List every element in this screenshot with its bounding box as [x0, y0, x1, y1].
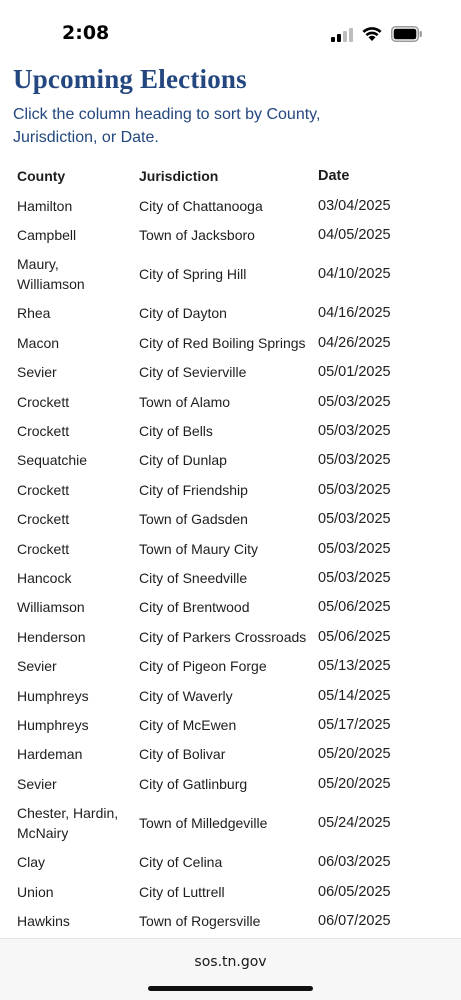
- date-cell: [318, 651, 428, 680]
- date-cell: [318, 563, 428, 592]
- date-text: 05/03/2025: [318, 540, 391, 557]
- county-text: Sevier: [17, 658, 57, 675]
- county-cell: [17, 593, 135, 622]
- jurisdiction-cell: [139, 299, 315, 328]
- table-row: [0, 651, 461, 680]
- jurisdiction-cell: [139, 416, 315, 445]
- table-row: [0, 299, 461, 328]
- county-text: Humphreys: [17, 687, 89, 704]
- jurisdiction-cell: [139, 534, 315, 563]
- county-text: Crockett: [17, 393, 70, 410]
- table-row: [0, 191, 461, 220]
- table-row: [0, 250, 461, 299]
- county-cell: [17, 220, 135, 249]
- county-cell: [17, 250, 135, 299]
- county-text: Williamson: [17, 276, 85, 293]
- jurisdiction-column-header[interactable]: Jurisdiction: [139, 168, 219, 184]
- county-text: Crockett: [17, 481, 70, 498]
- date-text: 05/13/2025: [318, 658, 391, 675]
- county-cell: [17, 475, 135, 504]
- jurisdiction-cell: [139, 220, 315, 249]
- date-text: 05/14/2025: [318, 687, 391, 704]
- county-cell: [17, 740, 135, 769]
- county-cell: [17, 191, 135, 220]
- date-text: 04/16/2025: [318, 305, 391, 322]
- wifi-icon: [361, 25, 383, 42]
- table-header-row: [0, 161, 461, 191]
- county-text: Macon: [17, 334, 60, 351]
- table-row: [0, 358, 461, 387]
- table-row: [0, 220, 461, 249]
- sort-instructions: Click the column heading to sort by County, Jurisdiction, or Date.: [13, 106, 321, 146]
- county-text: Campbell: [17, 227, 77, 244]
- county-cell: [17, 710, 135, 739]
- jurisdiction-cell: [139, 622, 315, 651]
- county-text: Williamson: [17, 599, 85, 616]
- county-text: Sevier: [17, 364, 57, 381]
- jurisdiction-text: City of Dunlap: [139, 452, 227, 469]
- jurisdiction-cell: [139, 877, 315, 906]
- date-text: 05/03/2025: [318, 452, 391, 469]
- jurisdiction-text: City of Bells: [139, 423, 213, 440]
- jurisdiction-text: Town of Gadsden: [139, 511, 248, 528]
- county-text: Union: [17, 883, 54, 900]
- table-row: [0, 563, 461, 592]
- county-text: Crockett: [17, 423, 70, 440]
- jurisdiction-text: City of Parkers Crossroads: [139, 628, 307, 645]
- home-indicator: [148, 986, 313, 991]
- url-text: sos.tn.gov: [194, 954, 267, 970]
- jurisdiction-text: City of Sevierville: [139, 364, 247, 381]
- table-body: [0, 191, 461, 936]
- county-text: Hardeman: [17, 746, 83, 763]
- date-text: 04/10/2025: [318, 266, 391, 283]
- county-text: Crockett: [17, 540, 70, 557]
- jurisdiction-cell: [139, 906, 315, 935]
- date-text: 05/24/2025: [318, 814, 391, 831]
- jurisdiction-cell: [139, 593, 315, 622]
- jurisdiction-text: Town of Milledgeville: [139, 814, 268, 831]
- date-text: 05/03/2025: [318, 511, 391, 528]
- jurisdiction-text: Town of Maury City: [139, 540, 259, 557]
- county-cell: [17, 299, 135, 328]
- date-text: 05/03/2025: [318, 393, 391, 410]
- jurisdiction-cell: [139, 740, 315, 769]
- county-cell: [17, 387, 135, 416]
- date-cell: [318, 740, 428, 769]
- county-cell: [17, 622, 135, 651]
- date-text: 06/07/2025: [318, 912, 391, 929]
- county-text: Hamilton: [17, 197, 73, 214]
- battery-icon: [391, 26, 423, 42]
- jurisdiction-cell: [139, 328, 315, 357]
- table-row: [0, 622, 461, 651]
- jurisdiction-cell: [139, 798, 315, 847]
- date-text: 06/03/2025: [318, 854, 391, 871]
- county-cell: [17, 906, 135, 935]
- date-text: 05/03/2025: [318, 569, 391, 586]
- county-text: Chester, Hardin,: [17, 804, 119, 821]
- date-text: 06/05/2025: [318, 883, 391, 900]
- county-text: Humphreys: [17, 716, 89, 733]
- county-text: McNairy: [17, 824, 69, 841]
- date-column-header[interactable]: Date: [318, 168, 350, 184]
- date-text: 04/05/2025: [318, 227, 391, 244]
- browser-address-bar[interactable]: [0, 938, 461, 1000]
- jurisdiction-text: City of McEwen: [139, 716, 237, 733]
- date-cell: [318, 681, 428, 710]
- county-cell: [17, 358, 135, 387]
- table-row: [0, 593, 461, 622]
- table-row: [0, 847, 461, 876]
- jurisdiction-text: City of Sneedville: [139, 569, 248, 586]
- county-cell: [17, 681, 135, 710]
- date-cell: [318, 877, 428, 906]
- jurisdiction-cell: [139, 358, 315, 387]
- jurisdiction-text: City of Luttrell: [139, 883, 225, 900]
- county-cell: [17, 651, 135, 680]
- county-cell: [17, 446, 135, 475]
- date-cell: [318, 475, 428, 504]
- county-cell: [17, 328, 135, 357]
- jurisdiction-cell: [139, 387, 315, 416]
- date-cell: [318, 622, 428, 651]
- jurisdiction-cell: [139, 651, 315, 680]
- county-cell: [17, 798, 135, 847]
- county-column-header[interactable]: County: [17, 168, 66, 184]
- status-bar: [0, 0, 461, 62]
- county-text: Maury,: [17, 256, 59, 273]
- county-cell: [17, 505, 135, 534]
- county-text: Sequatchie: [17, 452, 88, 469]
- table-row: [0, 416, 461, 445]
- date-text: 05/06/2025: [318, 628, 391, 645]
- jurisdiction-text: City of Pigeon Forge: [139, 658, 267, 675]
- table-row: [0, 798, 461, 847]
- county-text: Sevier: [17, 775, 57, 792]
- date-cell: [318, 191, 428, 220]
- elections-table: [0, 161, 461, 936]
- cellular-signal-icon: [331, 28, 353, 42]
- table-row: [0, 710, 461, 739]
- jurisdiction-cell: [139, 681, 315, 710]
- table-row: [0, 906, 461, 935]
- date-cell: [318, 446, 428, 475]
- date-cell: [318, 358, 428, 387]
- table-row: [0, 534, 461, 563]
- county-text: Henderson: [17, 628, 86, 645]
- jurisdiction-text: City of Brentwood: [139, 599, 250, 616]
- county-text: Hancock: [17, 569, 72, 586]
- table-row: [0, 740, 461, 769]
- jurisdiction-text: City of Gatlinburg: [139, 775, 248, 792]
- jurisdiction-cell: [139, 710, 315, 739]
- jurisdiction-text: City of Spring Hill: [139, 266, 247, 283]
- date-cell: [318, 769, 428, 798]
- date-cell: [318, 505, 428, 534]
- table-row: [0, 475, 461, 504]
- date-cell: [318, 299, 428, 328]
- jurisdiction-text: Town of Alamo: [139, 393, 231, 410]
- date-cell: [318, 798, 428, 847]
- jurisdiction-text: Town of Rogersville: [139, 912, 261, 929]
- jurisdiction-cell: [139, 563, 315, 592]
- date-cell: [318, 593, 428, 622]
- date-cell: [318, 906, 428, 935]
- page-title: Upcoming Elections: [13, 64, 247, 94]
- date-text: 05/06/2025: [318, 599, 391, 616]
- jurisdiction-text: City of Chattanooga: [139, 197, 263, 214]
- jurisdiction-cell: [139, 769, 315, 798]
- jurisdiction-cell: [139, 847, 315, 876]
- date-cell: [318, 328, 428, 357]
- table-row: [0, 681, 461, 710]
- date-text: 05/20/2025: [318, 775, 391, 792]
- date-cell: [318, 250, 428, 299]
- status-time: 2:08: [62, 22, 110, 44]
- county-cell: [17, 563, 135, 592]
- date-text: 04/26/2025: [318, 334, 391, 351]
- date-text: 05/03/2025: [318, 423, 391, 440]
- county-text: Hawkins: [17, 912, 70, 929]
- jurisdiction-text: City of Dayton: [139, 305, 227, 322]
- jurisdiction-text: City of Red Boiling Springs: [139, 334, 306, 351]
- date-cell: [318, 534, 428, 563]
- table-row: [0, 877, 461, 906]
- county-cell: [17, 416, 135, 445]
- county-text: Crockett: [17, 511, 70, 528]
- table-row: [0, 505, 461, 534]
- county-cell: [17, 769, 135, 798]
- date-cell: [318, 710, 428, 739]
- date-cell: [318, 847, 428, 876]
- jurisdiction-text: City of Celina: [139, 854, 223, 871]
- table-row: [0, 769, 461, 798]
- jurisdiction-text: City of Waverly: [139, 687, 233, 704]
- jurisdiction-text: City of Bolivar: [139, 746, 226, 763]
- jurisdiction-text: City of Friendship: [139, 481, 248, 498]
- jurisdiction-cell: [139, 446, 315, 475]
- date-text: 05/01/2025: [318, 364, 391, 381]
- date-text: 05/17/2025: [318, 716, 391, 733]
- county-text: Clay: [17, 854, 46, 871]
- date-cell: [318, 416, 428, 445]
- jurisdiction-text: Town of Jacksboro: [139, 227, 255, 244]
- date-text: 05/20/2025: [318, 746, 391, 763]
- date-text: 03/04/2025: [318, 197, 391, 214]
- county-cell: [17, 877, 135, 906]
- table-row: [0, 328, 461, 357]
- date-cell: [318, 387, 428, 416]
- jurisdiction-cell: [139, 505, 315, 534]
- county-cell: [17, 534, 135, 563]
- table-row: [0, 387, 461, 416]
- table-row: [0, 446, 461, 475]
- date-cell: [318, 220, 428, 249]
- date-text: 05/03/2025: [318, 481, 391, 498]
- jurisdiction-cell: [139, 250, 315, 299]
- county-text: Rhea: [17, 305, 51, 322]
- county-cell: [17, 847, 135, 876]
- jurisdiction-cell: [139, 475, 315, 504]
- jurisdiction-cell: [139, 191, 315, 220]
